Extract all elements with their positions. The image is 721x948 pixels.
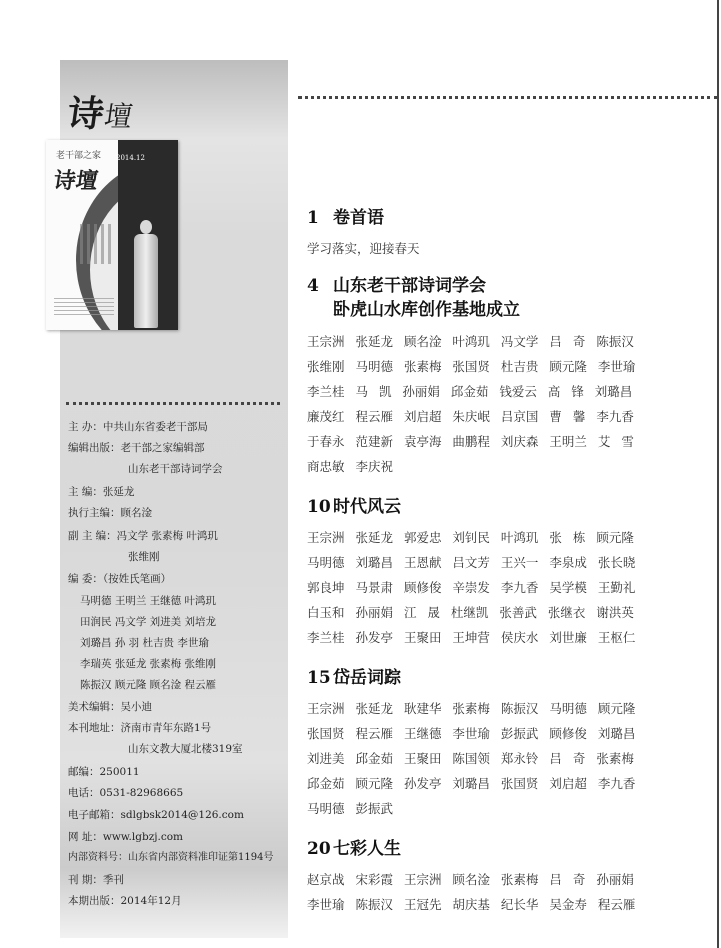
toc-section-15: [307, 663, 401, 688]
info-editor-pub: 编辑出版：老干部之家编辑部: [68, 442, 205, 454]
author-row: 李兰桂 孙发亭 王聚田 王坤营 侯庆水 刘世廉 王枢仁: [307, 630, 636, 645]
info-address-2: 山东文教大厦北楼319室: [128, 743, 243, 755]
page-right-border: [717, 0, 719, 948]
info-website: 网 址：www.lgbzj.com: [68, 831, 183, 843]
info-editor-pub-2: 山东老干部诗词学会: [128, 463, 223, 475]
author-row: 马明德 刘璐昌 王恩献 吕文芳 王兴一 李泉成 张长晓: [307, 555, 636, 570]
toc-section-subtitle: 学习落实，迎接春天: [307, 241, 420, 256]
toc-section-10: [307, 492, 401, 517]
statue-head: [140, 220, 152, 234]
info-board-row: 马明德 王明兰 王继德 叶鸿玑: [80, 595, 217, 607]
info-board-title: 编 委：（按姓氏笔画）: [68, 573, 172, 585]
author-row: 白玉和 孙丽娟 江 晟 杜继凯 张善武 张继衣 谢洪英: [307, 605, 634, 620]
main-dotted-divider: [298, 96, 718, 99]
info-host: 主 办：中共山东省委老干部局: [68, 421, 208, 433]
toc-page-number: 10: [307, 497, 331, 517]
sidebar-dotted-divider: [66, 402, 280, 405]
toc-section-title: 七彩人生: [333, 839, 401, 859]
author-row: 王宗洲 张延龙 顾名淦 叶鸿玑 冯文学 吕 奇 陈振汉: [307, 334, 634, 349]
cover-thumbnail: [46, 140, 178, 330]
author-row: 邱金茹 顾元隆 孙发亭 刘璐昌 张国贤 刘启超 李九香: [307, 776, 636, 791]
info-deputy-editors: 副 主 编：冯文学 张素梅 叶鸿玑: [68, 530, 218, 542]
cover-footer-text: [54, 298, 114, 316]
toc-section-4: [307, 271, 486, 296]
cover-calligraphy-strips: [80, 224, 114, 264]
info-exec-editor: 执行主编：顾名淦: [68, 507, 152, 519]
author-row: 王宗洲 张延龙 耿建华 张素梅 陈振汉 马明德 顾元隆: [307, 701, 636, 716]
toc-section-title: 山东老干部诗词学会: [333, 276, 486, 296]
cover-top-text: 老干部之家: [56, 151, 102, 161]
author-row: 张国贤 程云雁 王继德 李世瑜 彭振武 顾修俊 刘璐昌: [307, 726, 636, 741]
author-row: 廉茂红 程云雁 刘启超 朱庆岷 吕京国 曹 馨 李九香: [307, 409, 634, 424]
info-email: 电子邮箱：sdlgbsk2014@126.com: [68, 809, 244, 821]
info-board-row: 田润民 冯文学 刘进美 刘培龙: [80, 616, 217, 628]
toc-page-number: 4: [307, 276, 319, 296]
toc-section-title: 卷首语: [333, 208, 384, 228]
author-row: 李兰桂 马 凯 孙丽娟 邱金茹 钱爱云 高 锋 刘璐昌: [307, 384, 633, 399]
info-board-row: 陈振汉 顾元隆 顾名淦 程云雁: [80, 679, 217, 691]
info-address: 本刊地址：济南市青年东路1号: [68, 722, 212, 734]
toc-page-number: 20: [307, 839, 331, 859]
author-row: 李世瑜 陈振汉 王冠先 胡庆基 纪长华 吴金寿 程云雁: [307, 897, 636, 912]
toc-section-20: [307, 834, 401, 859]
info-deputy-editors-2: 张维刚: [128, 551, 160, 563]
author-row: 王宗洲 张延龙 郭爱忠 刘钊民 叶鸿玑 张 栋 顾元隆: [307, 530, 634, 545]
author-row: 于春永 范建新 袁亭海 曲鹏程 刘庆森 王明兰 艾 雪: [307, 434, 634, 449]
info-board-row: 刘璐昌 孙 羽 杜吉贵 李世瑜: [80, 637, 209, 649]
author-row: 张维刚 马明德 张素梅 张国贤 杜吉贵 顾元隆 李世瑜: [307, 359, 636, 374]
toc-page-number: 1: [307, 208, 319, 228]
toc-section-title-line-2: 卧虎山水库创作基地成立: [333, 300, 520, 320]
cover-statue-figure: [132, 220, 160, 328]
toc-section-title: 时代风云: [333, 497, 401, 517]
toc-section-1: [307, 203, 384, 228]
toc-page-number: 15: [307, 668, 331, 688]
logo-char-1: 诗: [64, 93, 108, 135]
info-permit: 内部资料号：山东省内部资料准印证第1194号: [68, 852, 274, 863]
author-row: 刘进美 邱金茹 王聚田 陈国领 郑永铃 吕 奇 张素梅: [307, 751, 634, 766]
cover-title: 诗壇: [51, 168, 100, 194]
cover-date: 2014.12: [116, 154, 145, 162]
statue-body: [134, 234, 158, 328]
info-period: 刊 期：季刊: [68, 874, 124, 886]
author-row: 马明德 彭振武: [307, 801, 393, 816]
info-issue-date: 本期出版：2014年12月: [68, 895, 182, 907]
toc-section-title: 岱岳词踪: [333, 668, 401, 688]
logo-char-2: 壇: [101, 100, 136, 133]
info-zip: 邮编：250011: [68, 766, 140, 778]
info-phone: 电话：0531-82968665: [68, 787, 184, 799]
author-row: 商忠敏 李庆祝: [307, 459, 393, 474]
author-row: 郭良坤 马景肃 顾修俊 辛崇发 李九香 吴学模 王勤礼: [307, 580, 636, 595]
info-art-editor: 美术编辑：吴小迪: [68, 701, 152, 713]
info-board-row: 李瑞英 张延龙 张素梅 张维刚: [80, 658, 217, 670]
info-chief-editor: 主 编：张延龙: [68, 486, 135, 498]
author-row: 赵京战 宋彩霞 王宗洲 顾名淦 张素梅 吕 奇 孙丽娟: [307, 872, 634, 887]
magazine-logo: [64, 86, 137, 137]
